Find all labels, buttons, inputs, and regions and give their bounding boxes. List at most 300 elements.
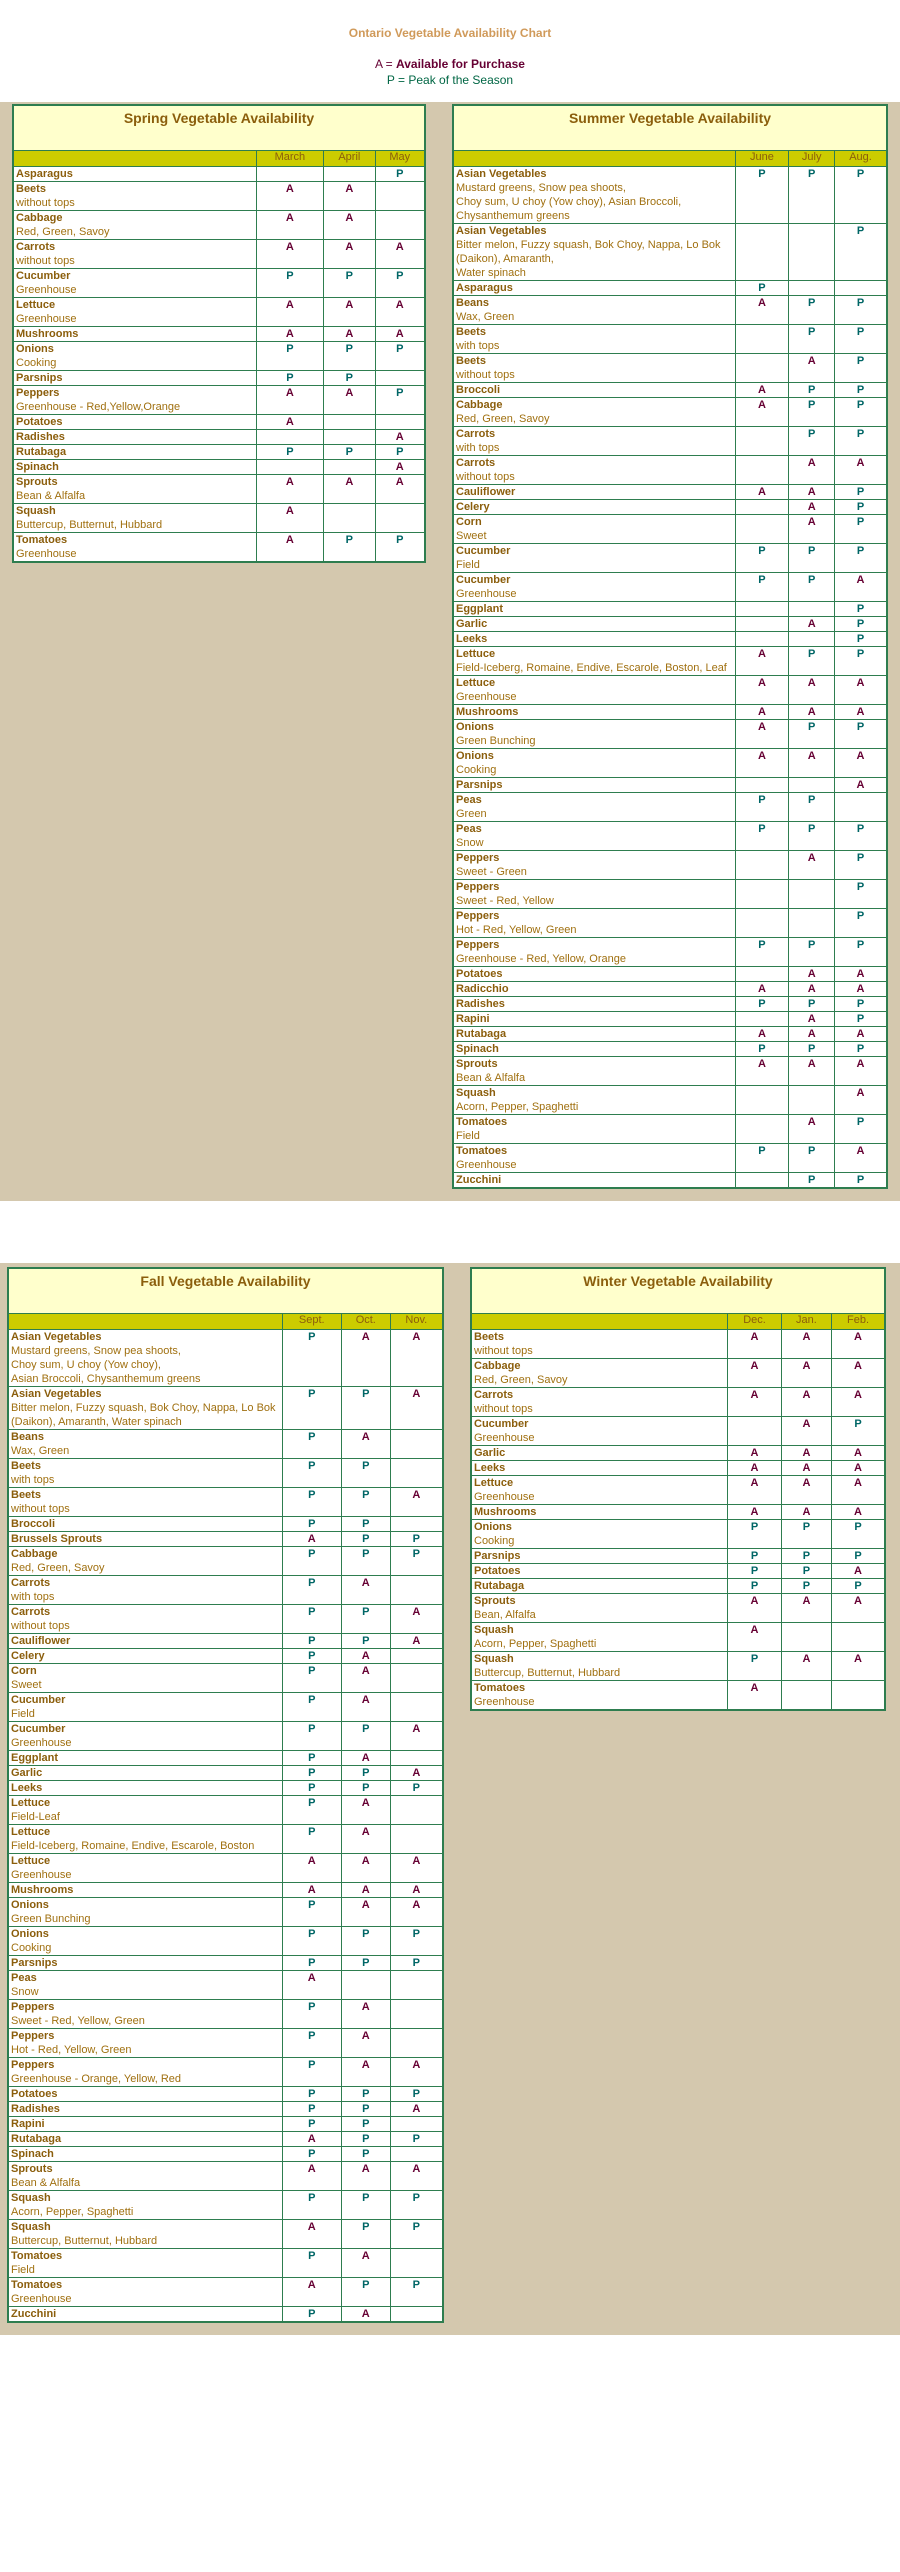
vegetable-variety: Greenhouse [456, 588, 517, 600]
vegetable-cell [453, 676, 735, 705]
vegetable-cell [453, 822, 735, 851]
peak-mark: P [341, 2147, 390, 2162]
vegetable-row [8, 2058, 443, 2087]
available-mark: A [728, 1359, 782, 1388]
vegetable-row [453, 822, 887, 851]
vegetable-row [471, 1652, 885, 1681]
peak-mark: P [282, 1956, 341, 1971]
empty-mark [835, 281, 887, 296]
peak-mark: P [789, 938, 835, 967]
vegetable-variety: Sweet - Green [456, 866, 527, 878]
available-mark: A [789, 967, 835, 982]
peak-mark: P [341, 2102, 390, 2117]
peak-mark: P [735, 573, 789, 602]
peak-mark: P [282, 2000, 341, 2029]
vegetable-name: Cucumber [456, 545, 511, 557]
available-mark: A [789, 1057, 835, 1086]
vegetable-name: Asian Vegetables [456, 225, 547, 237]
vegetable-name: Squash [16, 505, 56, 517]
empty-mark [324, 415, 375, 430]
vegetable-cell [453, 296, 735, 325]
peak-mark: P [341, 1956, 390, 1971]
empty-mark [832, 1623, 886, 1652]
vegetable-row [8, 1781, 443, 1796]
peak-mark: P [324, 269, 375, 298]
available-mark: A [789, 500, 835, 515]
vegetable-cell [13, 430, 256, 445]
available-mark: A [256, 298, 324, 327]
vegetable-name: Rutabaga [16, 446, 67, 458]
vegetable-cell [8, 1883, 282, 1898]
empty-mark [789, 602, 835, 617]
peak-mark: P [832, 1417, 886, 1446]
available-mark: A [835, 778, 887, 793]
peak-mark: P [789, 997, 835, 1012]
vegetable-variety: without tops [474, 1403, 533, 1415]
available-mark: A [282, 2220, 341, 2249]
empty-mark [789, 1086, 835, 1115]
peak-mark: P [789, 1173, 835, 1189]
vegetable-variety: Field [11, 2264, 35, 2276]
vegetable-row [453, 749, 887, 778]
available-mark: A [390, 2162, 443, 2191]
vegetable-cell [8, 2058, 282, 2087]
vegetable-name: Peppers [456, 852, 500, 864]
vegetable-cell [453, 167, 735, 224]
peak-mark: P [282, 2029, 341, 2058]
legend-peak-letter: P = [386, 73, 409, 87]
vegetable-row [8, 1825, 443, 1854]
empty-mark [256, 460, 324, 475]
peak-mark: P [324, 445, 375, 460]
vegetable-name: Onions [456, 750, 494, 762]
vegetable-row [8, 2162, 443, 2191]
month-header: May [375, 151, 425, 167]
vegetable-cell [8, 2087, 282, 2102]
vegetable-cell [471, 1579, 728, 1594]
vegetable-row [13, 269, 425, 298]
vegetable-row [13, 327, 425, 342]
vegetable-row [13, 167, 425, 182]
empty-mark [256, 167, 324, 182]
vegetable-row [453, 617, 887, 632]
vegetable-row [8, 1956, 443, 1971]
empty-mark [390, 1459, 443, 1488]
peak-mark: P [390, 2132, 443, 2147]
vegetable-variety: Greenhouse [474, 1491, 535, 1503]
empty-mark [324, 460, 375, 475]
empty-mark [789, 224, 835, 281]
vegetable-row [471, 1505, 885, 1520]
vegetable-row [453, 354, 887, 383]
available-mark: A [341, 1751, 390, 1766]
peak-mark: P [735, 822, 789, 851]
peak-mark: P [324, 342, 375, 371]
vegetable-row [8, 1605, 443, 1634]
vegetable-name: Garlic [474, 1447, 506, 1459]
empty-mark [735, 851, 789, 880]
available-mark: A [728, 1476, 782, 1505]
vegetable-name: Sprouts [11, 2163, 53, 2175]
vegetable-variety: Red, Green, Savoy [474, 1374, 568, 1386]
vegetable-name: Spinach [11, 2148, 54, 2160]
vegetable-cell [453, 632, 735, 647]
available-mark: A [375, 298, 425, 327]
month-header: Sept. [282, 1314, 341, 1330]
vegetable-cell [453, 383, 735, 398]
peak-mark: P [282, 2117, 341, 2132]
peak-mark: P [781, 1549, 831, 1564]
vegetable-variety: Acorn, Pepper, Spaghetti [474, 1638, 597, 1650]
vegetable-name: Peppers [456, 881, 500, 893]
vegetable-row [453, 500, 887, 515]
available-mark: A [781, 1359, 831, 1388]
vegetable-name: Lettuce [456, 677, 496, 689]
vegetable-cell [471, 1388, 728, 1417]
vegetable-row [471, 1446, 885, 1461]
peak-mark: P [735, 1144, 789, 1173]
vegetable-name: Peppers [456, 910, 500, 922]
vegetable-name: Onions [474, 1521, 512, 1533]
empty-mark [341, 1971, 390, 2000]
vegetable-cell [8, 1854, 282, 1883]
vegetable-row [13, 211, 425, 240]
available-mark: A [341, 2058, 390, 2087]
available-mark: A [324, 298, 375, 327]
available-mark: A [341, 1825, 390, 1854]
peak-mark: P [390, 2220, 443, 2249]
vegetable-cell [471, 1623, 728, 1652]
vegetable-cell [8, 1927, 282, 1956]
vegetable-name: Parsnips [474, 1550, 521, 1562]
vegetable-variety: with tops [456, 442, 500, 454]
peak-mark: P [832, 1520, 886, 1549]
vegetable-variety: Bean & Alfalfa [11, 2177, 81, 2189]
available-mark: A [390, 1488, 443, 1517]
available-mark: A [832, 1505, 886, 1520]
available-mark: A [341, 1796, 390, 1825]
vegetable-row [8, 1387, 443, 1430]
vegetable-cell [453, 544, 735, 573]
vegetable-variety: Chysanthemum greens [456, 210, 570, 222]
vegetable-name: Potatoes [16, 416, 63, 428]
peak-mark: P [789, 325, 835, 354]
vegetable-row [8, 1576, 443, 1605]
peak-mark: P [789, 1042, 835, 1057]
vegetable-cell [13, 445, 256, 460]
vegetable-name: Radicchio [456, 983, 509, 995]
empty-mark [390, 1649, 443, 1664]
vegetable-row [8, 1664, 443, 1693]
vegetable-row [13, 298, 425, 327]
vegetable-row [8, 1693, 443, 1722]
peak-mark: P [390, 1927, 443, 1956]
vegetable-row [453, 1086, 887, 1115]
available-mark: A [832, 1446, 886, 1461]
vegetable-variety: Green [456, 808, 487, 820]
vegetable-variety: Buttercup, Butternut, Hubbard [11, 2235, 158, 2247]
peak-mark: P [282, 1898, 341, 1927]
vegetable-name: Mushrooms [474, 1506, 537, 1518]
vegetable-column-header [8, 1314, 282, 1330]
peak-mark: P [282, 1722, 341, 1751]
vegetable-row [8, 1722, 443, 1751]
vegetable-name: Peppers [11, 2001, 55, 2013]
available-mark: A [835, 456, 887, 485]
vegetable-variety: Field-Leaf [11, 1811, 60, 1823]
available-mark: A [324, 240, 375, 269]
peak-mark: P [282, 2102, 341, 2117]
peak-mark: P [375, 342, 425, 371]
vegetable-variety: without tops [16, 255, 75, 267]
empty-mark [324, 167, 375, 182]
empty-mark [735, 880, 789, 909]
vegetable-cell [8, 1781, 282, 1796]
available-mark: A [832, 1359, 886, 1388]
vegetable-row [471, 1461, 885, 1476]
vegetable-cell [8, 1517, 282, 1532]
empty-mark [390, 2249, 443, 2278]
empty-mark [789, 778, 835, 793]
vegetable-name: Beets [474, 1331, 504, 1343]
empty-mark [735, 909, 789, 938]
vegetable-row [13, 415, 425, 430]
peak-mark: P [835, 909, 887, 938]
empty-mark [735, 1012, 789, 1027]
vegetable-cell [453, 1173, 735, 1189]
peak-mark: P [282, 1634, 341, 1649]
vegetable-name: Brussels Sprouts [11, 1533, 103, 1545]
vegetable-row [453, 676, 887, 705]
vegetable-name: Onions [11, 1928, 49, 1940]
spring-summer-band [0, 102, 900, 1201]
available-mark: A [256, 475, 324, 504]
fall-table-title: Fall Vegetable Availability [8, 1268, 443, 1314]
available-mark: A [781, 1594, 831, 1623]
vegetable-row [453, 909, 887, 938]
vegetable-row [13, 504, 425, 533]
empty-mark [728, 1417, 782, 1446]
legend-available-letter: A = [375, 57, 397, 71]
vegetable-cell [453, 602, 735, 617]
vegetable-name: Beets [11, 1489, 41, 1501]
available-mark: A [735, 1027, 789, 1042]
empty-mark [375, 371, 425, 386]
spring-table [12, 104, 426, 563]
vegetable-cell [471, 1446, 728, 1461]
empty-mark [256, 430, 324, 445]
vegetable-cell [453, 398, 735, 427]
vegetable-row [8, 2117, 443, 2132]
available-mark: A [832, 1652, 886, 1681]
vegetable-cell [453, 793, 735, 822]
vegetable-name: Peppers [16, 387, 60, 399]
peak-mark: P [835, 938, 887, 967]
empty-mark [789, 909, 835, 938]
peak-mark: P [789, 1144, 835, 1173]
vegetable-row [13, 182, 425, 211]
peak-mark: P [282, 1781, 341, 1796]
available-mark: A [341, 1898, 390, 1927]
empty-mark [390, 1517, 443, 1532]
vegetable-variety: Sweet - Red, Yellow, Green [11, 2015, 145, 2027]
peak-mark: P [832, 1549, 886, 1564]
vegetable-row [8, 1547, 443, 1576]
available-mark: A [835, 1027, 887, 1042]
vegetable-cell [8, 1693, 282, 1722]
vegetable-variety: Red, Green, Savoy [456, 413, 550, 425]
vegetable-name: Cucumber [11, 1694, 66, 1706]
available-mark: A [781, 1476, 831, 1505]
spring-table-title: Spring Vegetable Availability [13, 105, 425, 151]
vegetable-name: Eggplant [11, 1752, 59, 1764]
vegetable-row [453, 967, 887, 982]
winter-table-title: Winter Vegetable Availability [471, 1268, 885, 1314]
vegetable-cell [8, 1751, 282, 1766]
peak-mark: P [835, 822, 887, 851]
vegetable-name: Leeks [456, 633, 488, 645]
vegetable-column-header [13, 151, 256, 167]
empty-mark [390, 1664, 443, 1693]
available-mark: A [789, 982, 835, 997]
available-mark: A [735, 383, 789, 398]
vegetable-row [471, 1476, 885, 1505]
peak-mark: P [835, 325, 887, 354]
vegetable-cell [13, 269, 256, 298]
peak-mark: P [282, 1751, 341, 1766]
peak-mark: P [256, 269, 324, 298]
vegetable-name: Onions [456, 721, 494, 733]
available-mark: A [789, 851, 835, 880]
available-mark: A [832, 1594, 886, 1623]
vegetable-row [8, 2249, 443, 2278]
vegetable-cell [471, 1652, 728, 1681]
vegetable-variety: Green Bunching [456, 735, 536, 747]
vegetable-cell [8, 1796, 282, 1825]
empty-mark [390, 2000, 443, 2029]
vegetable-cell [13, 298, 256, 327]
month-header: Feb. [832, 1314, 886, 1330]
vegetable-cell [8, 1898, 282, 1927]
vegetable-name: Asian Vegetables [11, 1331, 102, 1343]
available-mark: A [341, 1854, 390, 1883]
vegetable-name: Corn [11, 1665, 37, 1677]
peak-mark: P [282, 1387, 341, 1430]
vegetable-row [8, 2000, 443, 2029]
available-mark: A [735, 705, 789, 720]
vegetable-name: Sprouts [16, 476, 58, 488]
vegetable-row [471, 1417, 885, 1446]
vegetable-name: Onions [16, 343, 54, 355]
available-mark: A [324, 211, 375, 240]
vegetable-variety: Bean & Alfalfa [16, 490, 86, 502]
vegetable-cell [8, 2117, 282, 2132]
peak-mark: P [324, 371, 375, 386]
empty-mark [735, 602, 789, 617]
empty-mark [735, 427, 789, 456]
vegetable-cell [453, 647, 735, 676]
empty-mark [735, 224, 789, 281]
peak-mark: P [835, 1042, 887, 1057]
summer-table [452, 104, 888, 1189]
vegetable-cell [471, 1330, 728, 1359]
vegetable-name: Peas [456, 823, 482, 835]
vegetable-name: Onions [11, 1899, 49, 1911]
vegetable-name: Lettuce [16, 299, 56, 311]
vegetable-row [453, 281, 887, 296]
vegetable-cell [8, 1576, 282, 1605]
available-mark: A [789, 749, 835, 778]
vegetable-name: Parsnips [16, 372, 63, 384]
vegetable-name: Radishes [16, 431, 65, 443]
vegetable-name: Cabbage [474, 1360, 521, 1372]
available-mark: A [324, 475, 375, 504]
vegetable-row [8, 2307, 443, 2323]
vegetable-name: Beans [11, 1431, 45, 1443]
vegetable-cell [453, 982, 735, 997]
peak-mark: P [341, 1781, 390, 1796]
available-mark: A [341, 2249, 390, 2278]
peak-mark: P [282, 2147, 341, 2162]
vegetable-name: Peas [11, 1972, 37, 1984]
available-mark: A [256, 240, 324, 269]
vegetable-row [13, 430, 425, 445]
vegetable-row [453, 1144, 887, 1173]
vegetable-name: Sprouts [474, 1595, 516, 1607]
vegetable-row [8, 1898, 443, 1927]
vegetable-row [8, 2147, 443, 2162]
available-mark: A [375, 240, 425, 269]
empty-mark [390, 1576, 443, 1605]
available-mark: A [835, 749, 887, 778]
vegetable-row [471, 1520, 885, 1549]
peak-mark: P [375, 445, 425, 460]
empty-mark [375, 504, 425, 533]
available-mark: A [832, 1388, 886, 1417]
peak-mark: P [835, 383, 887, 398]
vegetable-row [471, 1564, 885, 1579]
vegetable-row [8, 1517, 443, 1532]
peak-mark: P [390, 1532, 443, 1547]
vegetable-row [471, 1330, 885, 1359]
vegetable-cell [453, 617, 735, 632]
vegetable-variety: Greenhouse [11, 1737, 72, 1749]
vegetable-name: Lettuce [474, 1477, 514, 1489]
vegetable-name: Tomatoes [474, 1682, 526, 1694]
vegetable-row [13, 240, 425, 269]
available-mark: A [324, 386, 375, 415]
empty-mark [789, 880, 835, 909]
vegetable-row [8, 2102, 443, 2117]
peak-mark: P [282, 1605, 341, 1634]
available-mark: A [256, 504, 324, 533]
vegetable-variety: with tops [456, 340, 500, 352]
peak-mark: P [282, 1430, 341, 1459]
peak-mark: P [282, 1517, 341, 1532]
vegetable-row [8, 2191, 443, 2220]
peak-mark: P [324, 533, 375, 563]
available-mark: A [256, 327, 324, 342]
vegetable-name: Lettuce [456, 648, 496, 660]
available-mark: A [735, 1057, 789, 1086]
peak-mark: P [781, 1520, 831, 1549]
empty-mark [390, 1825, 443, 1854]
vegetable-variety: Asian Broccoli, Chysanthemum greens [11, 1373, 201, 1385]
available-mark: A [728, 1446, 782, 1461]
available-mark: A [324, 182, 375, 211]
available-mark: A [789, 1027, 835, 1042]
peak-mark: P [282, 1825, 341, 1854]
